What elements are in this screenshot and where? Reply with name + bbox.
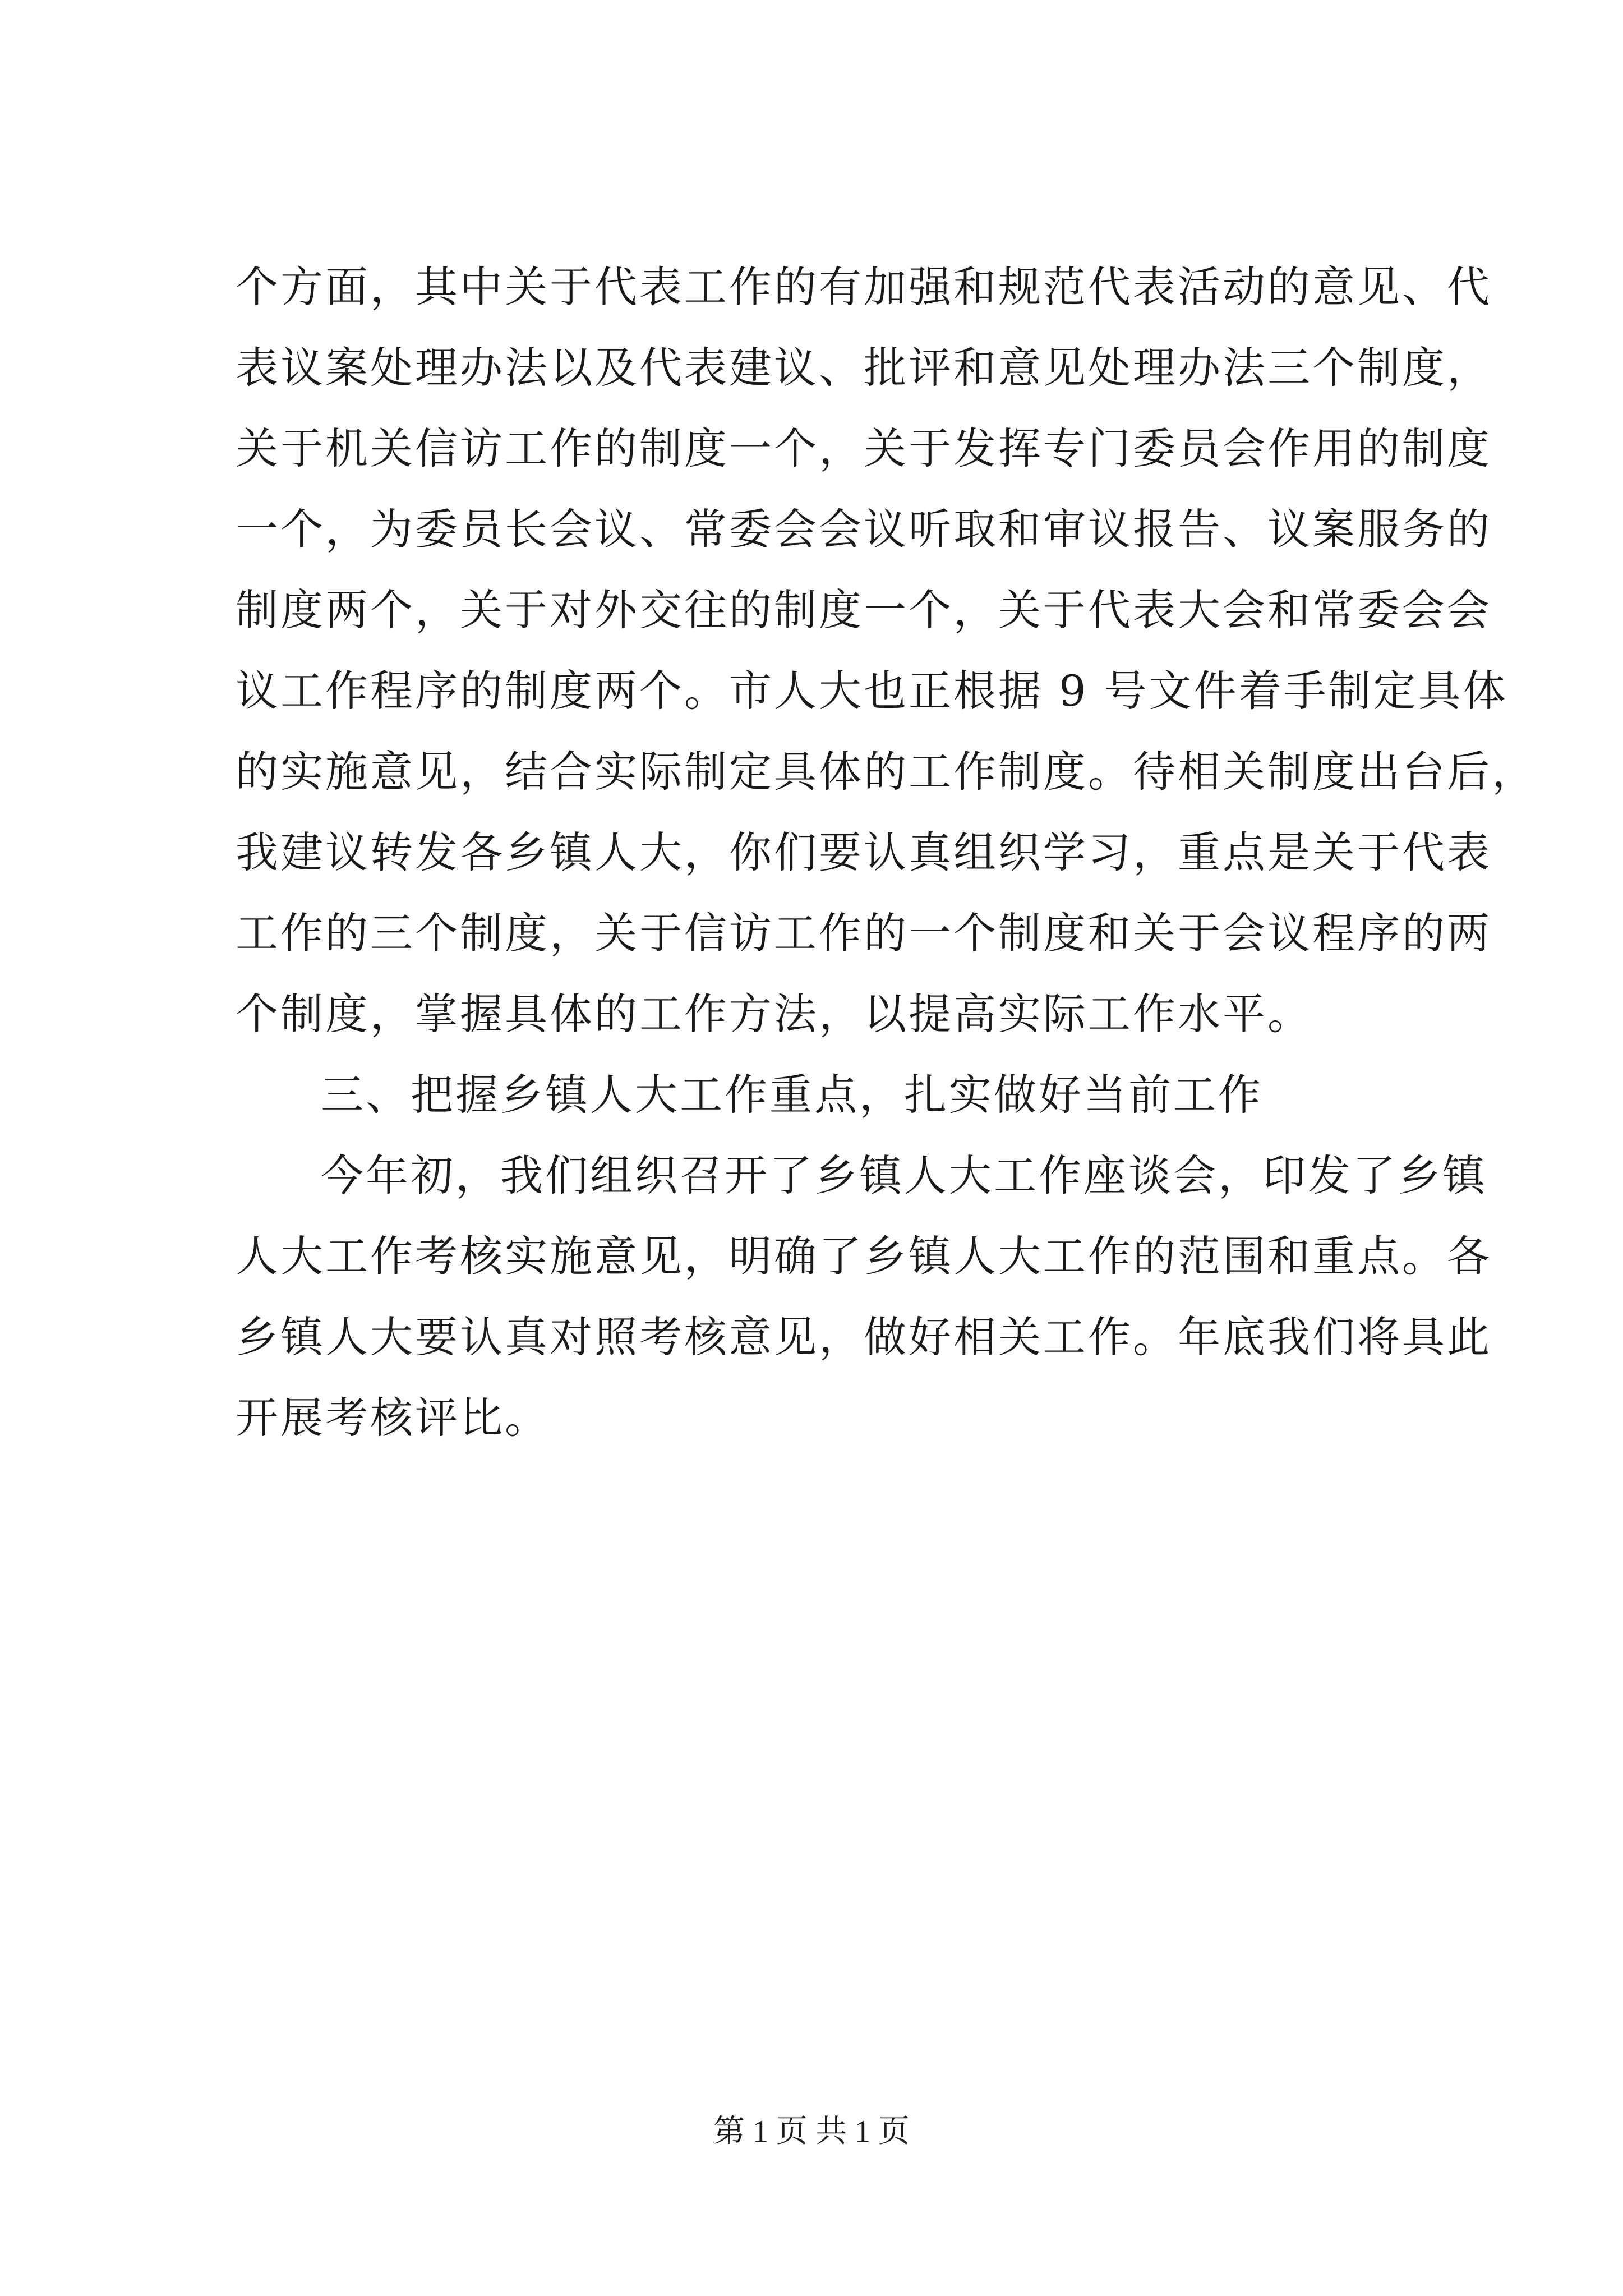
body-line: 我建议转发各乡镇人大，你们要认真组织学习，重点是关于代表 [236, 827, 1492, 877]
body-line: 关于机关信访工作的制度一个，关于发挥专门委员会作用的制度 [236, 424, 1492, 473]
page-number-footer: 第 1 页 共 1 页 [713, 2114, 910, 2149]
body-line: 工作的三个制度，关于信访工作的一个制度和关于会议程序的两 [236, 908, 1492, 958]
closing-line: 乡镇人大要认真对照考核意见，做好相关工作。年底我们将具此 [236, 1312, 1492, 1362]
section-heading: 三、把握乡镇人大工作重点，扎实做好当前工作 [321, 1070, 1263, 1120]
body-line: 议工作程序的制度两个。市人大也正根据 9 号文件着手制定具体 [236, 666, 1508, 716]
body-line: 个方面，其中关于代表工作的有加强和规范代表活动的意见、代 [236, 262, 1492, 312]
body-line: 制度两个，关于对外交往的制度一个，关于代表大会和常委会会 [236, 585, 1492, 635]
body-line: 一个，为委员长会议、常委会会议听取和审议报告、议案服务的 [236, 504, 1492, 554]
body-line: 的实施意见，结合实际制定具体的工作制度。待相关制度出台后， [236, 747, 1537, 797]
document-body [236, 247, 1537, 1458]
body-line: 表议案处理办法以及代表建议、批评和意见处理办法三个制度， [236, 343, 1492, 393]
body-line: 个制度，掌握具体的工作方法，以提高实际工作水平。 [236, 989, 1312, 1039]
closing-line: 开展考核评比。 [236, 1393, 550, 1443]
closing-line: 人大工作考核实施意见，明确了乡镇人大工作的范围和重点。各 [236, 1231, 1492, 1281]
closing-line: 今年初，我们组织召开了乡镇人大工作座谈会，印发了乡镇 [321, 1151, 1487, 1200]
